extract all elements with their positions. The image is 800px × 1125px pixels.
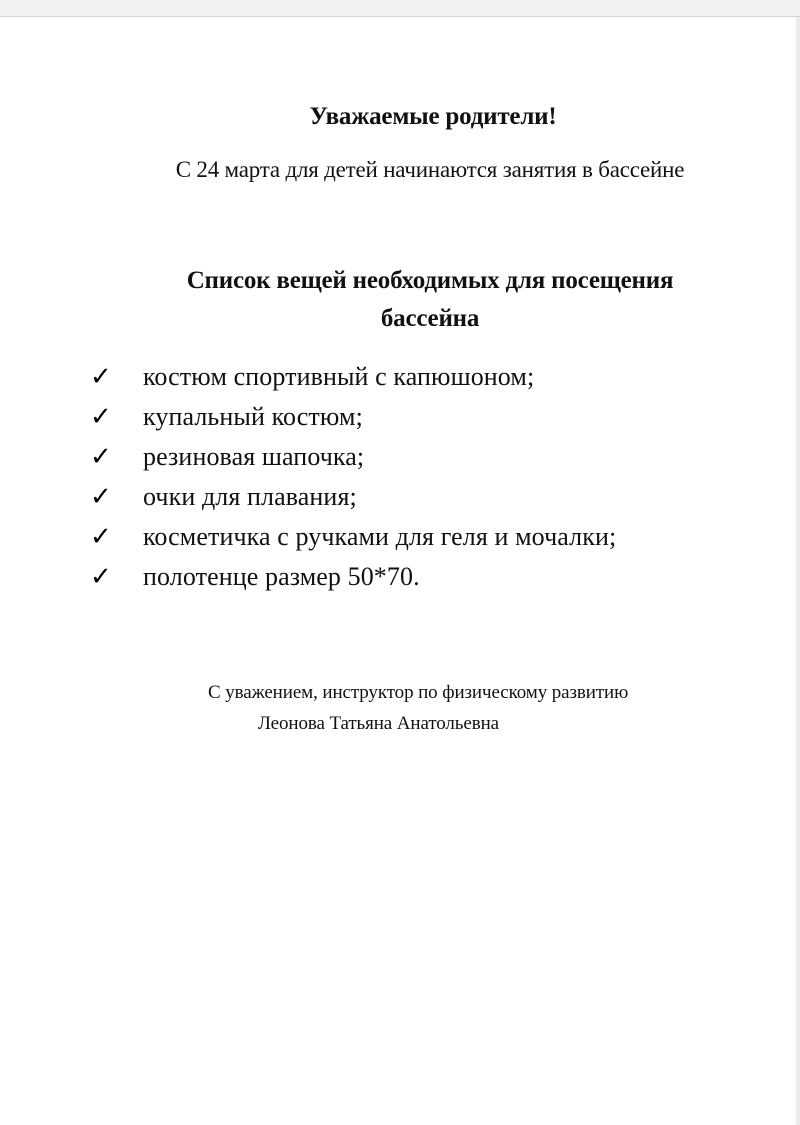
list-item (90, 397, 616, 437)
check-icon: ✓ (90, 442, 112, 472)
list-item-text: полотенце размер 50*70. (143, 562, 420, 591)
items-list (90, 357, 616, 597)
list-title (0, 262, 800, 338)
list-item (90, 557, 616, 597)
list-item (90, 437, 616, 477)
document-page (0, 17, 796, 1125)
signature-name: Леонова Татьяна Анатольевна (258, 713, 499, 734)
signature-block (208, 677, 628, 739)
list-item-text: резиновая шапочка; (143, 442, 365, 471)
list-item-text: костюм спортивный с капюшоном; (143, 362, 535, 391)
list-item-text: купальный костюм; (143, 402, 363, 431)
list-title-line-2: бассейна (380, 305, 480, 332)
check-icon: ✓ (90, 402, 112, 432)
list-item (90, 357, 616, 397)
page-right-edge (796, 17, 800, 1125)
list-item (90, 477, 616, 517)
list-title-line-1: Список вещей необходимых для посещения (186, 267, 674, 294)
list-item-text: очки для плавания; (143, 482, 357, 511)
greeting-heading: Уважаемые родители! (309, 103, 557, 130)
check-icon: ✓ (90, 522, 112, 552)
check-icon: ✓ (90, 362, 112, 392)
viewer-top-bar (0, 0, 800, 17)
announcement-text: С 24 марта для детей начинаются занятия в бассейне (175, 157, 685, 182)
check-icon: ✓ (90, 562, 112, 592)
list-item-text: косметичка с ручками для геля и мочалки; (143, 522, 617, 551)
check-icon: ✓ (90, 482, 112, 512)
signature-line-1: С уважением, инструктор по физическому развитию (208, 682, 629, 703)
list-item (90, 517, 616, 557)
